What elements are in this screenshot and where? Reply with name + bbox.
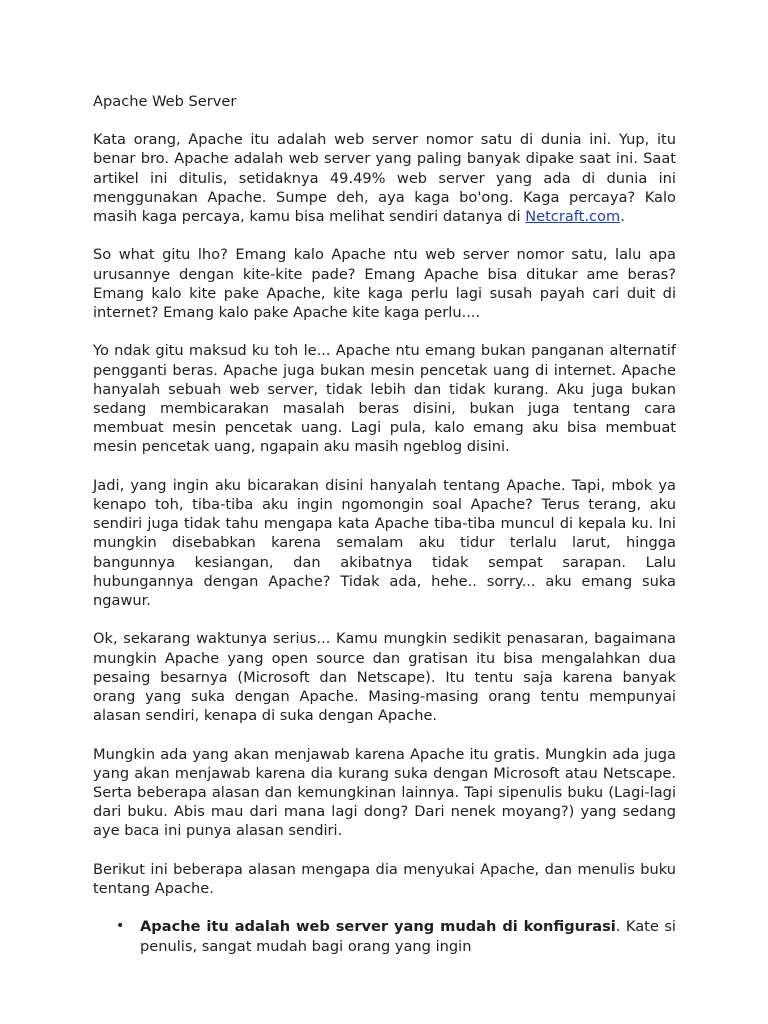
netcraft-link[interactable]: Netcraft.com (525, 208, 621, 226)
document-page (93, 92, 676, 956)
paragraph-2: So what gitu lho? Emang kalo Apache ntu web server nomor satu, lalu apa urusannye dengan kite-kite pade? Emang Apache bisa ditukar ame beras? Emang kalo kite pake Apache, kite kaga perlu lagi susah payah cari duit di internet? Emang kalo pake Apache kite kaga perlu.... (93, 246, 676, 322)
paragraph-intro (93, 130, 676, 226)
paragraph-7: Berikut ini beberapa alasan mengapa dia menyukai Apache, dan menulis buku tentang Apache. (93, 860, 676, 898)
paragraph-intro-end: . (620, 208, 625, 226)
document-title: Apache Web Server (93, 93, 237, 110)
paragraph-6: Mungkin ada yang akan menjawab karena Apache itu gratis. Mungkin ada juga yang akan menjawab karena dia kurang suka dengan Microsoft atau Netscape. Serta beberapa alasan dan kemungkinan lainnya. Tapi sipenulis buku (Lagi-lagi dari buku. Abis mau dari mana lagi dong? Dari nenek moyang?) yang sedang aye baca ini punya alasan sendiri. (93, 745, 676, 840)
bullet-heading: Apache itu adalah web server yang mudah di konfigurasi (140, 918, 616, 936)
bullet-dot-icon: • (116, 918, 125, 935)
bullet-text: . Kate si penulis, sangat mudah bagi orang yang ingin (140, 918, 676, 955)
paragraph-4: Jadi, yang ingin aku bicarakan disini hanyalah tentang Apache. Tapi, mbok ya kenapo toh, tiba-tiba aku ingin ngomongin soal Apache? Terus terang, aku sendiri juga tidak tahu mengapa kata Apache tiba-tiba muncul di kepala ku. Ini mungkin disebabkan karena semalam aku tidur terlalu larut, hingga bangunnya kesiangan, dan akibatnya tidak sempat sarapan. Lalu hubungannya dengan Apache? Tidak ada, hehe.. sorry... aku emang suka ngawur. (93, 476, 676, 610)
paragraph-5: Ok, sekarang waktunya serius... Kamu mungkin sedikit penasaran, bagaimana mungkin Apache yang open source dan gratisan itu bisa mengalahkan dua pesaing besarnya (Microsoft dan Netscape). Itu tentu saja karena banyak orang yang suka dengan Apache. Masing-masing orang tentu mempunyai alasan sendiri, kenapa di suka dengan Apache. (93, 630, 676, 725)
list-item (116, 917, 676, 955)
paragraph-3: Yo ndak gitu maksud ku toh le... Apache ntu emang bukan panganan alternatif pengganti beras. Apache juga bukan mesin pencetak uang di internet. Apache hanyalah sebuah web server, tidak lebih dan tidak kurang. Aku juga bukan sedang membicarakan masalah beras disini, bukan juga tentang cara membuat mesin pencetak uang. Lagi pula, kalo emang aku bisa membuat mesin pencetak uang, ngapain aku masih ngeblog disini. (93, 342, 676, 456)
reasons-list (93, 917, 676, 955)
paragraph-intro-text: Kata orang, Apache itu adalah web server nomor satu di dunia ini. Yup, itu benar bro. Apache adalah web server yang paling banyak dipake saat ini. Saat artikel ini ditulis, setidaknya 49.49% web server yang ada di dunia ini menggunakan Apache. Sumpe deh, aya kaga bo'ong. Kaga percaya? Kalo masih kaga percaya, kamu bisa melihat sendiri datanya di (93, 131, 676, 226)
